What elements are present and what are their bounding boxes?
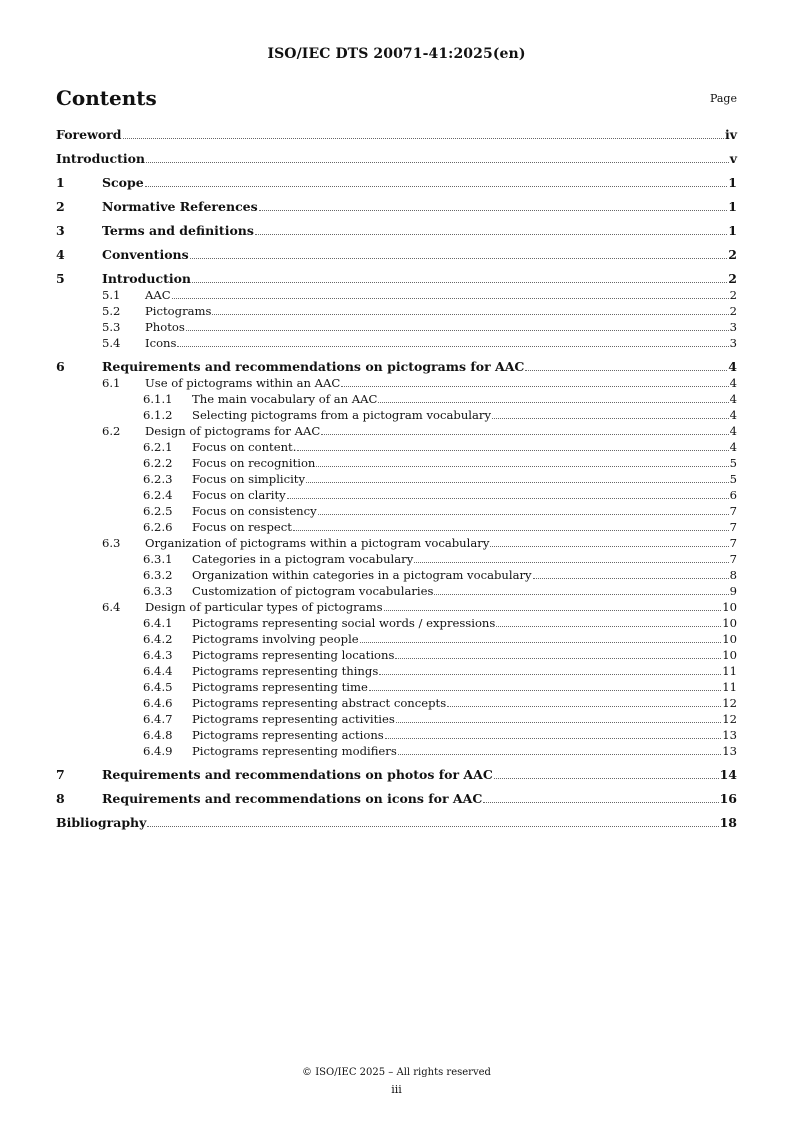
toc-entry-title: Icons xyxy=(145,336,177,350)
toc-dot-leader xyxy=(492,417,729,419)
toc-entry-title: AAC xyxy=(145,288,171,302)
toc-entry-number: 6.4.5 xyxy=(143,680,173,694)
toc-entry[interactable] xyxy=(56,614,737,630)
toc-entry-number: 6.4.8 xyxy=(143,728,173,742)
toc-dot-leader xyxy=(316,465,728,467)
toc-entry-page: 2 xyxy=(729,288,737,302)
toc-dot-leader xyxy=(192,281,727,283)
toc-entry-page: 4 xyxy=(729,440,737,454)
toc-entry-page: 16 xyxy=(719,791,737,806)
toc-entry[interactable] xyxy=(56,270,737,286)
toc-entry-number: 6.4.9 xyxy=(143,744,173,758)
toc-dot-leader xyxy=(434,593,728,595)
toc-entry[interactable] xyxy=(56,374,737,390)
toc-dot-leader xyxy=(494,777,719,779)
toc-entry-page: 11 xyxy=(722,664,737,678)
toc-dot-leader xyxy=(212,313,728,315)
toc-entry-title: Pictograms representing abstract concepts xyxy=(192,696,447,710)
toc-entry-page: 3 xyxy=(729,320,737,334)
toc-entry-title: Organization of pictograms within a pictogram vocabulary xyxy=(145,536,490,550)
toc-entry-number: 6.3.2 xyxy=(143,568,173,582)
toc-entry[interactable] xyxy=(56,174,737,190)
toc-entry-page: 3 xyxy=(729,336,737,350)
toc-entry-title: Normative References xyxy=(102,199,258,214)
document-header: ISO/IEC DTS 20071-41:2025(en) xyxy=(267,46,526,62)
toc-entry-title: Customization of pictogram vocabularies xyxy=(192,584,434,598)
toc-entry[interactable] xyxy=(56,678,737,694)
toc-entry[interactable] xyxy=(56,454,737,470)
toc-entry-title: Photos xyxy=(145,320,185,334)
page-title: Contents xyxy=(56,86,157,110)
toc-entry-title: Focus on recognition xyxy=(192,456,316,470)
toc-entry[interactable] xyxy=(56,486,737,502)
toc-entry-title: Categories in a pictogram vocabulary xyxy=(192,552,414,566)
toc-entry-page: 12 xyxy=(722,712,737,726)
footer-copyright: © ISO/IEC 2025 – All rights reserved xyxy=(302,1067,491,1078)
toc-entry-page: 4 xyxy=(729,392,737,406)
toc-entry-number: 5.4 xyxy=(102,336,121,350)
toc-entry[interactable] xyxy=(56,150,737,166)
toc-entry-number: 6.3 xyxy=(102,536,121,550)
toc-entry-page: 1 xyxy=(728,175,737,190)
toc-dot-leader xyxy=(190,257,728,259)
toc-dot-leader xyxy=(533,577,729,579)
toc-entry-number: 5.2 xyxy=(102,304,121,318)
toc-entry[interactable] xyxy=(56,334,737,350)
toc-entry-number: 6.1.2 xyxy=(143,408,173,422)
table-of-contents xyxy=(56,126,737,830)
toc-entry[interactable] xyxy=(56,438,737,454)
toc-entry-page: 2 xyxy=(729,304,737,318)
toc-dot-leader xyxy=(360,641,722,643)
toc-entry-page: 9 xyxy=(729,584,737,598)
toc-entry-title: Requirements and recommendations on photos for AAC xyxy=(102,767,493,782)
toc-entry[interactable] xyxy=(56,662,737,678)
toc-entry-title: The main vocabulary of an AAC xyxy=(192,392,378,406)
toc-entry-page: iv xyxy=(724,127,737,142)
toc-dot-leader xyxy=(378,401,728,403)
toc-entry[interactable] xyxy=(56,126,737,142)
toc-entry-page: 14 xyxy=(719,767,737,782)
toc-dot-leader xyxy=(297,449,728,451)
toc-entry-page: 10 xyxy=(722,632,737,646)
toc-entry-number: 6.3.1 xyxy=(143,552,173,566)
toc-entry-title: Introduction xyxy=(56,151,146,166)
toc-entry-number: 6.4.6 xyxy=(143,696,173,710)
toc-dot-leader xyxy=(369,689,721,691)
toc-entry-number: 8 xyxy=(56,791,65,806)
toc-entry-number: 6.2.4 xyxy=(143,488,173,502)
toc-dot-leader xyxy=(145,185,728,187)
toc-entry-title: Focus on simplicity xyxy=(192,472,306,486)
toc-entry-page: 12 xyxy=(722,696,737,710)
toc-entry-title: Use of pictograms within an AAC xyxy=(145,376,341,390)
toc-entry-page: 18 xyxy=(719,815,737,830)
page-column-label: Page xyxy=(709,92,737,105)
toc-entry[interactable] xyxy=(56,710,737,726)
toc-entry-number: 2 xyxy=(56,199,65,214)
toc-entry-number: 7 xyxy=(56,767,65,782)
toc-entry-title: Focus on content. xyxy=(192,440,297,454)
toc-entry[interactable] xyxy=(56,582,737,598)
toc-entry-page: 6 xyxy=(729,488,737,502)
toc-entry-title: Focus on consistency xyxy=(192,504,317,518)
toc-entry-number: 6.2.3 xyxy=(143,472,173,486)
toc-entry[interactable] xyxy=(56,766,737,782)
toc-entry-title: Pictograms involving people xyxy=(192,632,359,646)
toc-entry[interactable] xyxy=(56,598,737,614)
footer-page-number: iii xyxy=(391,1083,402,1096)
toc-entry[interactable] xyxy=(56,222,737,238)
toc-entry-number: 6 xyxy=(56,359,65,374)
toc-dot-leader xyxy=(483,801,718,803)
toc-dot-leader xyxy=(396,721,721,723)
toc-dot-leader xyxy=(379,673,721,675)
toc-entry-page: 7 xyxy=(729,520,737,534)
toc-entry-page: 2 xyxy=(728,247,737,262)
toc-entry-page: 2 xyxy=(728,271,737,286)
toc-entry[interactable] xyxy=(56,694,737,710)
toc-entry-page: 10 xyxy=(722,616,737,630)
toc-entry-title: Conventions xyxy=(102,247,189,262)
toc-entry[interactable] xyxy=(56,198,737,214)
toc-entry-title: Bibliography xyxy=(56,815,147,830)
toc-dot-leader xyxy=(385,737,721,739)
toc-dot-leader xyxy=(318,513,729,515)
toc-entry-number: 3 xyxy=(56,223,65,238)
toc-entry-title: Foreword xyxy=(56,127,122,142)
toc-entry-number: 6.4.3 xyxy=(143,648,173,662)
toc-entry-title: Pictograms representing social words / expressions xyxy=(192,616,496,630)
toc-entry-number: 6.4.7 xyxy=(143,712,173,726)
toc-entry[interactable] xyxy=(56,318,737,334)
toc-entry-page: 7 xyxy=(729,536,737,550)
toc-entry-title: Pictograms representing activities xyxy=(192,712,395,726)
toc-entry[interactable] xyxy=(56,646,737,662)
toc-dot-leader xyxy=(147,825,718,827)
toc-dot-leader xyxy=(186,329,729,331)
toc-dot-leader xyxy=(306,481,729,483)
toc-entry-page: 4 xyxy=(729,376,737,390)
toc-entry-number: 6.4.4 xyxy=(143,664,173,678)
toc-entry-page: 4 xyxy=(729,424,737,438)
toc-entry-page: 11 xyxy=(722,680,737,694)
toc-entry[interactable] xyxy=(56,358,737,374)
toc-entry[interactable] xyxy=(56,726,737,742)
toc-entry-number: 5.3 xyxy=(102,320,121,334)
toc-entry-number: 6.1.1 xyxy=(143,392,173,406)
toc-entry[interactable] xyxy=(56,534,737,550)
toc-entry-title: Focus on respect xyxy=(192,520,292,534)
toc-dot-leader xyxy=(146,161,729,163)
toc-dot-leader xyxy=(172,297,729,299)
toc-entry-page: v xyxy=(729,151,737,166)
toc-entry-number: 5.1 xyxy=(102,288,121,302)
toc-entry-title: Requirements and recommendations on icons for AAC xyxy=(102,791,483,806)
toc-entry[interactable] xyxy=(56,790,737,806)
toc-entry-page: 4 xyxy=(729,408,737,422)
toc-dot-leader xyxy=(177,345,728,347)
toc-dot-leader xyxy=(490,545,728,547)
toc-entry-number: 6.1 xyxy=(102,376,121,390)
toc-entry-number: 6.2.5 xyxy=(143,504,173,518)
toc-entry-page: 8 xyxy=(729,568,737,582)
toc-dot-leader xyxy=(414,561,728,563)
toc-entry-title: Terms and definitions xyxy=(102,223,254,238)
toc-entry[interactable] xyxy=(56,814,737,830)
toc-entry-title: Selecting pictograms from a pictogram vocabulary xyxy=(192,408,492,422)
toc-entry[interactable] xyxy=(56,518,737,534)
toc-entry-number: 5 xyxy=(56,271,65,286)
toc-entry[interactable] xyxy=(56,302,737,318)
toc-dot-leader xyxy=(293,529,729,531)
toc-entry-title: Design of particular types of pictograms xyxy=(145,600,383,614)
toc-entry[interactable] xyxy=(56,502,737,518)
toc-dot-leader xyxy=(398,753,721,755)
toc-entry-page: 5 xyxy=(729,456,737,470)
toc-entry-page: 10 xyxy=(722,600,737,614)
toc-entry-number: 4 xyxy=(56,247,65,262)
toc-dot-leader xyxy=(321,433,728,435)
toc-entry[interactable] xyxy=(56,566,737,582)
toc-entry[interactable] xyxy=(56,422,737,438)
toc-entry-number: 6.2.2 xyxy=(143,456,173,470)
toc-dot-leader xyxy=(255,233,727,235)
toc-entry-title: Pictograms xyxy=(145,304,212,318)
toc-dot-leader xyxy=(287,497,729,499)
toc-entry[interactable] xyxy=(56,406,737,422)
toc-entry-page: 5 xyxy=(729,472,737,486)
toc-dot-leader xyxy=(341,385,728,387)
toc-entry-title: Organization within categories in a pictogram vocabulary xyxy=(192,568,532,582)
toc-entry-title: Pictograms representing locations xyxy=(192,648,395,662)
toc-entry-page: 1 xyxy=(728,199,737,214)
toc-entry-number: 6.4 xyxy=(102,600,121,614)
toc-entry-title: Focus on clarity xyxy=(192,488,286,502)
toc-entry-number: 6.4.1 xyxy=(143,616,173,630)
toc-entry-number: 1 xyxy=(56,175,65,190)
toc-entry[interactable] xyxy=(56,742,737,758)
toc-entry[interactable] xyxy=(56,630,737,646)
toc-entry-number: 6.2.1 xyxy=(143,440,173,454)
toc-entry[interactable] xyxy=(56,246,737,262)
toc-dot-leader xyxy=(447,705,721,707)
toc-entry-title: Pictograms representing time xyxy=(192,680,368,694)
toc-entry-title: Introduction xyxy=(102,271,192,286)
toc-entry[interactable] xyxy=(56,550,737,566)
toc-entry-number: 6.2.6 xyxy=(143,520,173,534)
toc-entry-title: Pictograms representing modifiers xyxy=(192,744,397,758)
toc-entry-page: 1 xyxy=(728,223,737,238)
toc-entry-page: 7 xyxy=(729,552,737,566)
toc-entry-number: 6.4.2 xyxy=(143,632,173,646)
toc-entry[interactable] xyxy=(56,470,737,486)
toc-entry-title: Scope xyxy=(102,175,144,190)
toc-entry[interactable] xyxy=(56,390,737,406)
toc-dot-leader xyxy=(259,209,728,211)
toc-dot-leader xyxy=(496,625,721,627)
toc-entry-title: Requirements and recommendations on pictograms for AAC xyxy=(102,359,525,374)
toc-dot-leader xyxy=(384,609,722,611)
toc-entry[interactable] xyxy=(56,286,737,302)
toc-entry-page: 10 xyxy=(722,648,737,662)
toc-entry-title: Pictograms representing things xyxy=(192,664,379,678)
toc-entry-number: 6.3.3 xyxy=(143,584,173,598)
toc-entry-number: 6.2 xyxy=(102,424,121,438)
toc-entry-page: 13 xyxy=(722,744,737,758)
toc-dot-leader xyxy=(123,137,724,139)
toc-dot-leader xyxy=(395,657,721,659)
toc-entry-page: 13 xyxy=(722,728,737,742)
toc-entry-title: Pictograms representing actions xyxy=(192,728,384,742)
toc-entry-title: Design of pictograms for AAC xyxy=(145,424,321,438)
toc-dot-leader xyxy=(525,369,727,371)
toc-entry-page: 4 xyxy=(728,359,737,374)
toc-entry-page: 7 xyxy=(729,504,737,518)
